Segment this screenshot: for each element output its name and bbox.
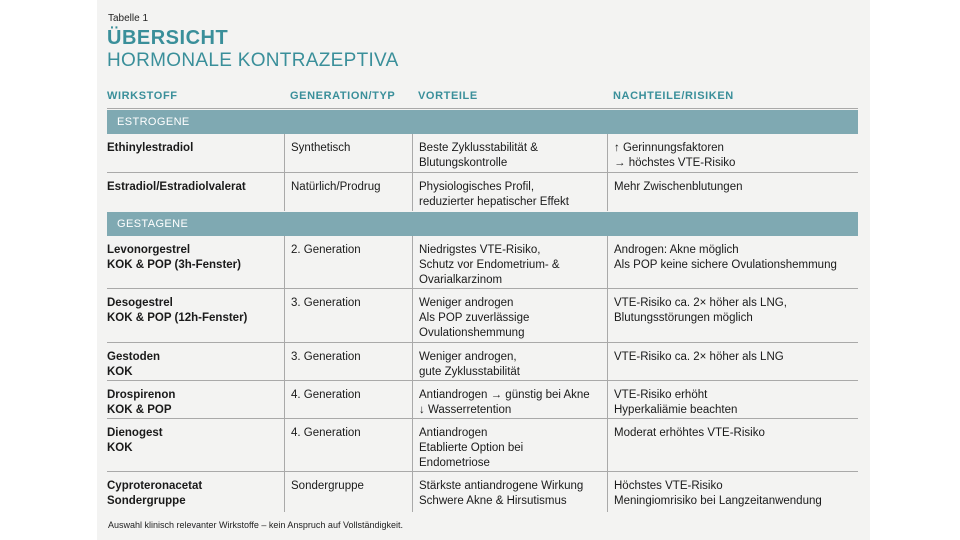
cell-advantages: Weniger androgen, gute Zyklusstabilität [412, 343, 607, 380]
cell-substance: Desogestrel KOK & POP (12h-Fenster) [107, 297, 248, 324]
cell-advantages: Physiologisches Profil, reduzierter hepatischer Effekt [412, 173, 607, 211]
cell-generation: Sondergruppe [284, 472, 412, 512]
cell-risks: VTE-Risiko erhöht Hyperkaliämie beachten [607, 381, 858, 418]
column-header-risks: NACHTEILE/RISIKEN [613, 90, 734, 102]
cell-substance: Cyproteronacetat Sondergruppe [107, 480, 203, 507]
footnote: Auswahl klinisch relevanter Wirkstoffe – kein Anspruch auf Vollständigkeit. [108, 520, 403, 530]
cell-substance: Levonorgestrel KOK & POP (3h-Fenster) [107, 244, 241, 271]
cell-risks: Moderat erhöhtes VTE-Risiko [607, 419, 858, 471]
cell-substance: Ethinylestradiol [107, 142, 194, 154]
cell-risks: VTE-Risiko ca. 2× höher als LNG, Blutungsstörungen möglich [607, 289, 858, 342]
table-label: Tabelle 1 [108, 13, 149, 24]
table-row [107, 289, 858, 343]
cell-advantages: Beste Zyklusstabilität & Blutungskontrolle [412, 134, 607, 172]
table-row [107, 419, 858, 472]
column-header-generation: GENERATION/TYP [290, 90, 396, 102]
cell-risks: Höchstes VTE-Risiko Meningiomrisiko bei Langzeitanwendung [607, 472, 858, 512]
cell-advantages: Niedrigstes VTE-Risiko, Schutz vor Endometrium- & Ovarialkarzinom [412, 236, 607, 288]
table-row [107, 343, 858, 381]
cell-generation: Natürlich/Prodrug [284, 173, 412, 211]
cell-risks: Androgen: Akne möglich Als POP keine sichere Ovulationshemmung [607, 236, 858, 288]
cell-generation: 4. Generation [284, 419, 412, 471]
cell-risks: Mehr Zwischenblutungen [607, 173, 858, 211]
cell-substance: Dienogest KOK [107, 427, 163, 454]
contraceptives-table [107, 84, 858, 512]
cell-advantages: Stärkste antiandrogene Wirkung Schwere Akne & Hirsutismus [412, 472, 607, 512]
column-header-advantages: VORTEILE [418, 90, 478, 102]
cell-risks: VTE-Risiko ca. 2× höher als LNG [607, 343, 858, 380]
group-band-gestagene: GESTAGENE [107, 212, 858, 236]
cell-generation: 2. Generation [284, 236, 412, 288]
group-band-estrogene: ESTROGENE [107, 110, 858, 134]
cell-generation: 3. Generation [284, 289, 412, 342]
table-row [107, 381, 858, 419]
column-header-substance: WIRKSTOFF [107, 90, 178, 102]
cell-risks: ↑ Gerinnungsfaktoren → höchstes VTE-Risiko [607, 134, 858, 172]
page-title: ÜBERSICHT [107, 27, 229, 49]
table-row [107, 472, 858, 512]
page-subtitle: HORMONALE KONTRAZEPTIVA [107, 50, 399, 71]
cell-advantages: Antiandrogen Etablierte Option bei Endometriose [412, 419, 607, 471]
cell-substance: Estradiol/Estradiolvalerat [107, 181, 246, 193]
cell-generation: Synthetisch [284, 134, 412, 172]
cell-generation: 3. Generation [284, 343, 412, 380]
cell-substance: Drospirenon KOK & POP [107, 389, 176, 416]
table-row [107, 173, 858, 211]
cell-substance: Gestoden KOK [107, 351, 161, 378]
cell-generation: 4. Generation [284, 381, 412, 418]
table-header [107, 84, 858, 109]
table-row [107, 134, 858, 173]
cell-advantages: Weniger androgen Als POP zuverlässige Ovulationshemmung [412, 289, 607, 342]
table-row [107, 236, 858, 289]
cell-advantages: Antiandrogen → günstig bei Akne ↓ Wasserretention [412, 381, 607, 418]
